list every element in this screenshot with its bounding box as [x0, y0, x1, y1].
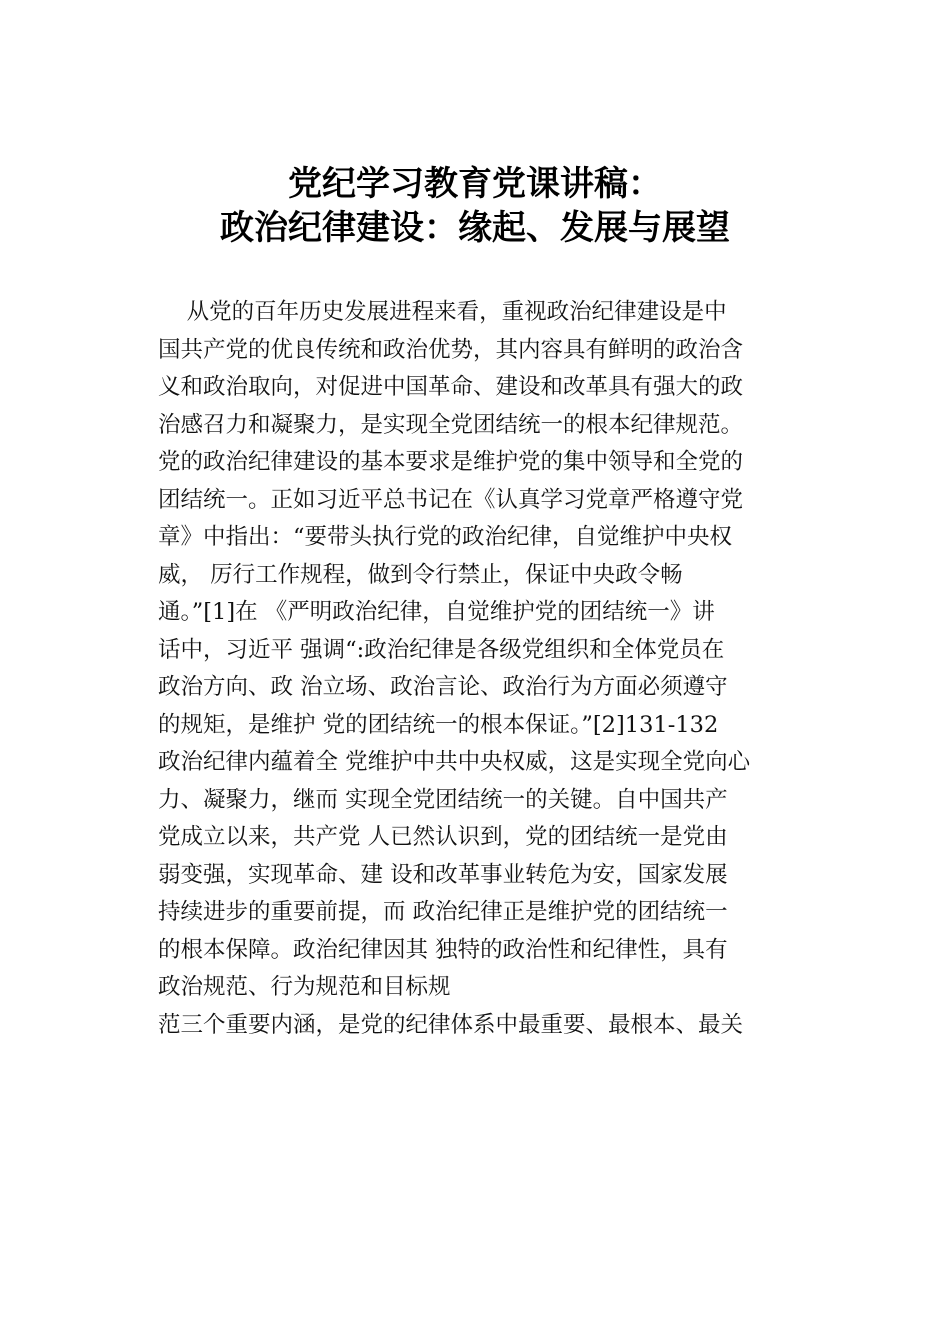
body-line: 弱变强，实现革命、建 设和改革事业转危为安，国家发展: [158, 861, 728, 888]
title-line-1: 党纪学习教育党课讲稿：: [288, 164, 662, 204]
body-line: 从党的百年历史发展进程来看，重视政治纪律建设是中: [158, 299, 727, 325]
body-line: 政治规范、行为规范和目标规: [158, 974, 451, 1000]
body-line: 话中，习近平 强调“:政治纪律是各级党组织和全体党员在: [158, 636, 725, 663]
body-line: 政治方向、政 治立场、政治言论、政治行为方面必须遵守: [158, 674, 728, 700]
body-line: 党的政治纪律建设的基本要求是维护党的集中领导和全党的: [158, 449, 744, 475]
body-line: 范三个重要内涵，是党的纪律体系中最重要、最根本、最关: [158, 1011, 744, 1038]
body-line: 的规矩，是维护 党的团结统一的根本保证。”[2]131-132: [158, 711, 719, 738]
document-body: [158, 294, 838, 1044]
body-line: 治感召力和凝聚力，是实现全党团结统一的根本纪律规范。: [158, 411, 744, 438]
body-line: 党成立以来，共产党 人已然认识到，党的团结统一是党由: [158, 824, 728, 850]
body-line: 威， 厉行工作规程，做到令行禁止，保证中央政令畅: [158, 561, 683, 588]
title-line-2: 政治纪律建设：缘起、发展与展望: [220, 208, 730, 248]
document-title: [0, 162, 950, 250]
body-line: 政治纪律内蕴着全 党维护中共中央权威，这是实现全党向心: [158, 749, 751, 775]
body-line: 持续进步的重要前提，而 政治纪律正是维护党的团结统一: [158, 899, 728, 925]
body-line: 国共产党的优良传统和政治优势，其内容具有鲜明的政治含: [158, 336, 744, 363]
body-line: 团结统一。正如习近平总书记在《认真学习党章严格遵守党: [158, 486, 744, 513]
body-line: 章》中指出：“要带头执行党的政治纪律，自觉维护中央权: [158, 524, 733, 550]
body-line: 通。”[1]在 《严明政治纪律，自觉维护党的团结统一》讲: [158, 599, 715, 625]
body-line: 的根本保障。政治纪律因其 独特的政治性和纪律性，具有: [158, 936, 728, 963]
body-line: 力、凝聚力，继而 实现全党团结统一的关键。自中国共产: [158, 786, 728, 813]
body-line: 义和政治取向，对促进中国革命、建设和改革具有强大的政: [158, 374, 744, 400]
